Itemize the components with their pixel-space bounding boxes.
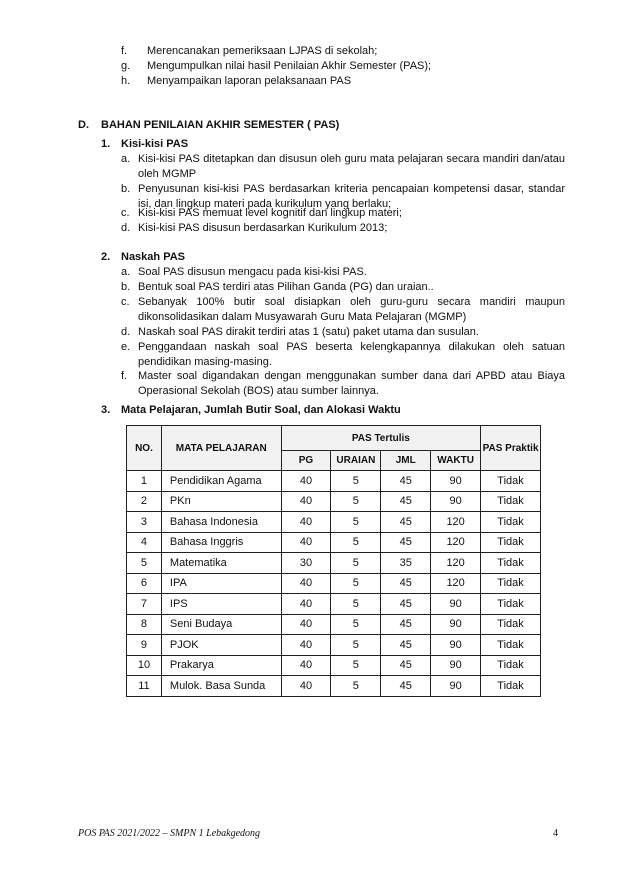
cell-no: 5: [127, 553, 162, 574]
table-row: [127, 676, 541, 697]
header-no: NO.: [127, 426, 162, 471]
list-item-text: Kisi-kisi PAS memuat level kognitif dan lingkup materi;: [138, 207, 402, 219]
cell-no: 4: [127, 532, 162, 553]
cell-waktu: 90: [431, 655, 481, 676]
list-marker: d.: [121, 326, 131, 338]
list-marker: g.: [121, 60, 131, 72]
table-row: [127, 573, 541, 594]
subsection-marker: 2.: [101, 251, 111, 263]
list-marker: a.: [121, 266, 131, 278]
cell-mapel: Mulok. Basa Sunda: [161, 676, 281, 697]
list-item-text: Menyampaikan laporan pelaksanaan PAS: [147, 75, 352, 87]
table-row: [127, 635, 541, 656]
list-item-text: Soal PAS disusun mengacu pada kisi-kisi PAS.: [138, 266, 367, 278]
cell-praktik: Tidak: [481, 635, 541, 656]
cell-praktik: Tidak: [481, 491, 541, 512]
footer-title: POS PAS 2021/2022 – SMPN 1 Lebakgedong: [78, 828, 261, 839]
list-marker: h.: [121, 75, 131, 87]
cell-no: 8: [127, 614, 162, 635]
table-row: [127, 512, 541, 533]
cell-no: 7: [127, 594, 162, 615]
cell-uraian: 5: [331, 573, 381, 594]
cell-jml: 35: [381, 553, 431, 574]
header-pg: PG: [281, 451, 331, 471]
cell-uraian: 5: [331, 594, 381, 615]
list-marker: a.: [121, 153, 131, 165]
cell-pg: 40: [281, 655, 331, 676]
cell-praktik: Tidak: [481, 532, 541, 553]
cell-no: 10: [127, 655, 162, 676]
cell-no: 3: [127, 512, 162, 533]
cell-pg: 40: [281, 471, 331, 492]
cell-waktu: 120: [431, 553, 481, 574]
cell-pg: 40: [281, 573, 331, 594]
list-item-text: Kisi-kisi PAS ditetapkan dan disusun oleh guru mata pelajaran secara mandiri dan/atau oleh MGMP: [138, 153, 565, 180]
cell-no: 1: [127, 471, 162, 492]
subsection-title: Kisi-kisi PAS: [121, 138, 189, 150]
header-mapel: MATA PELAJARAN: [161, 426, 281, 471]
table-row: [127, 594, 541, 615]
subsection-marker: 3.: [101, 404, 111, 416]
list-item-text: Master soal digandakan dengan menggunakan sumber dana dari APBD atau Biaya Operasional Sekolah (BOS) atau sumber lainnya.: [138, 370, 565, 397]
subsection-title: Naskah PAS: [121, 251, 185, 263]
list-marker: c.: [121, 207, 130, 219]
cell-uraian: 5: [331, 676, 381, 697]
cell-no: 11: [127, 676, 162, 697]
cell-jml: 45: [381, 594, 431, 615]
header-jml: JML: [381, 451, 431, 471]
cell-uraian: 5: [331, 491, 381, 512]
cell-mapel: PKn: [161, 491, 281, 512]
subsection-marker: 1.: [101, 138, 111, 150]
cell-mapel: Bahasa Indonesia: [161, 512, 281, 533]
subsection-title: Mata Pelajaran, Jumlah Butir Soal, dan Alokasi Waktu: [121, 404, 401, 416]
cell-jml: 45: [381, 573, 431, 594]
cell-uraian: 5: [331, 614, 381, 635]
list-marker: b.: [121, 183, 131, 195]
page-footer: [78, 828, 558, 839]
list-marker: f.: [121, 370, 128, 382]
cell-praktik: Tidak: [481, 471, 541, 492]
cell-jml: 45: [381, 512, 431, 533]
list-item-text: Merencanakan pemeriksaan LJPAS di sekolah;: [147, 45, 378, 57]
cell-pg: 40: [281, 635, 331, 656]
header-pas-praktik: PAS Praktik: [481, 426, 541, 471]
list-marker: b.: [121, 281, 131, 293]
cell-uraian: 5: [331, 532, 381, 553]
cell-jml: 45: [381, 471, 431, 492]
cell-pg: 40: [281, 491, 331, 512]
cell-jml: 45: [381, 655, 431, 676]
cell-no: 9: [127, 635, 162, 656]
cell-waktu: 120: [431, 573, 481, 594]
table-row: [127, 553, 541, 574]
list-marker: f.: [121, 45, 128, 57]
table-body: [127, 471, 541, 697]
cell-mapel: PJOK: [161, 635, 281, 656]
cell-mapel: IPS: [161, 594, 281, 615]
cell-waktu: 90: [431, 594, 481, 615]
cell-mapel: IPA: [161, 573, 281, 594]
cell-waktu: 90: [431, 635, 481, 656]
cell-jml: 45: [381, 614, 431, 635]
cell-mapel: Matematika: [161, 553, 281, 574]
section-title: BAHAN PENILAIAN AKHIR SEMESTER ( PAS): [101, 119, 340, 131]
list-marker: d.: [121, 222, 131, 234]
cell-praktik: Tidak: [481, 594, 541, 615]
cell-mapel: Pendidikan Agama: [161, 471, 281, 492]
cell-uraian: 5: [331, 655, 381, 676]
list-item-text: Naskah soal PAS dirakit terdiri atas 1 (satu) paket utama dan susulan.: [138, 326, 479, 338]
list-marker: e.: [121, 341, 131, 353]
cell-waktu: 90: [431, 614, 481, 635]
cell-uraian: 5: [331, 512, 381, 533]
cell-uraian: 5: [331, 635, 381, 656]
cell-mapel: Bahasa Inggris: [161, 532, 281, 553]
cell-mapel: Seni Budaya: [161, 614, 281, 635]
cell-no: 2: [127, 491, 162, 512]
cell-waktu: 90: [431, 471, 481, 492]
list-item-text: Mengumpulkan nilai hasil Penilaian Akhir Semester (PAS);: [147, 60, 432, 72]
list-item-text: Penyusunan kisi-kisi PAS berdasarkan kriteria pencapaian kompetensi dasar, standar isi, dan lingkup materi pada kurikulum yang berlaku;: [138, 183, 565, 210]
header-uraian: URAIAN: [331, 451, 381, 471]
cell-pg: 30: [281, 553, 331, 574]
list-item-text: Bentuk soal PAS terdiri atas Pilihan Ganda (PG) dan uraian..: [138, 281, 434, 293]
cell-jml: 45: [381, 635, 431, 656]
cell-pg: 40: [281, 512, 331, 533]
cell-waktu: 90: [431, 676, 481, 697]
header-waktu: WAKTU: [431, 451, 481, 471]
list-item-text: Sebanyak 100% butir soal disiapkan oleh guru-guru secara mandiri maupun dikonsolidasikan dalam Musyawarah Guru Mata Pelajaran (MGMP): [138, 296, 565, 323]
cell-waktu: 120: [431, 532, 481, 553]
cell-praktik: Tidak: [481, 553, 541, 574]
list-item-text: Kisi-kisi PAS disusun berdasarkan Kurikulum 2013;: [138, 222, 388, 234]
table-row: [127, 491, 541, 512]
cell-praktik: Tidak: [481, 512, 541, 533]
cell-pg: 40: [281, 594, 331, 615]
cell-waktu: 120: [431, 512, 481, 533]
cell-no: 6: [127, 573, 162, 594]
list-item-text: Penggandaan naskah soal PAS beserta kelengkapannya dilakukan oleh satuan pendidikan masing-masing.: [138, 341, 565, 368]
cell-praktik: Tidak: [481, 614, 541, 635]
section-marker: D.: [78, 119, 89, 131]
table-row: [127, 655, 541, 676]
list-marker: c.: [121, 296, 130, 308]
cell-jml: 45: [381, 532, 431, 553]
cell-praktik: Tidak: [481, 676, 541, 697]
header-pas-tertulis: PAS Tertulis: [281, 426, 480, 451]
cell-jml: 45: [381, 676, 431, 697]
cell-praktik: Tidak: [481, 655, 541, 676]
cell-uraian: 5: [331, 471, 381, 492]
cell-pg: 40: [281, 614, 331, 635]
cell-mapel: Prakarya: [161, 655, 281, 676]
cell-jml: 45: [381, 491, 431, 512]
cell-pg: 40: [281, 532, 331, 553]
cell-praktik: Tidak: [481, 573, 541, 594]
table-row: [127, 471, 541, 492]
page-number: 4: [553, 828, 558, 839]
table-row: [127, 532, 541, 553]
cell-pg: 40: [281, 676, 331, 697]
table-row: [127, 614, 541, 635]
cell-waktu: 90: [431, 491, 481, 512]
cell-uraian: 5: [331, 553, 381, 574]
allocation-table: [126, 425, 541, 697]
